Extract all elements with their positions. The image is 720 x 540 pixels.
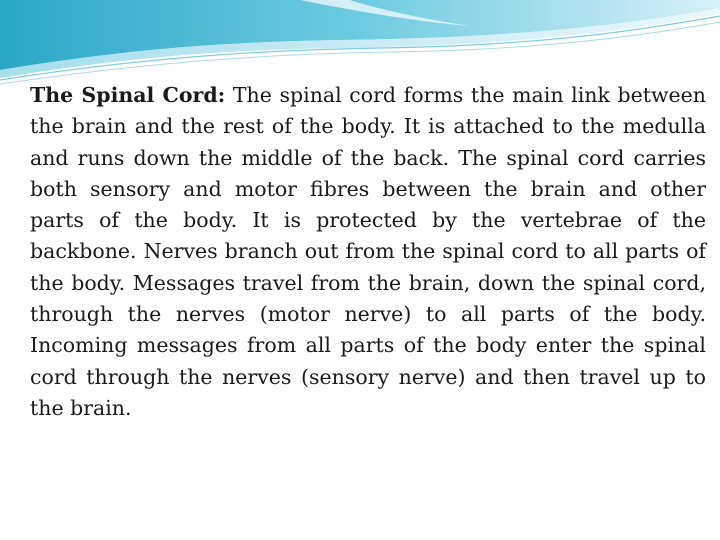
section-heading: The Spinal Cord:	[30, 83, 226, 107]
body-paragraph: The spinal cord forms the main link between the brain and the rest of the body. It is attached to the medulla and runs down the middle of the back. The spinal cord carries both sensory and motor fibres between the brain and other parts of the body. It is protected by the vertebrae of the backbone. Nerves branch out from the spinal cord to all parts of the body. Messages travel from the brain, down the spinal cord, through the nerves (motor nerve) to all parts of the body. Incoming messages from all parts of the body enter the spinal cord through the nerves (sensory nerve) and then travel up to the brain.	[30, 83, 706, 420]
header-wave-decoration	[0, 0, 720, 90]
slide-body-text	[30, 80, 706, 424]
